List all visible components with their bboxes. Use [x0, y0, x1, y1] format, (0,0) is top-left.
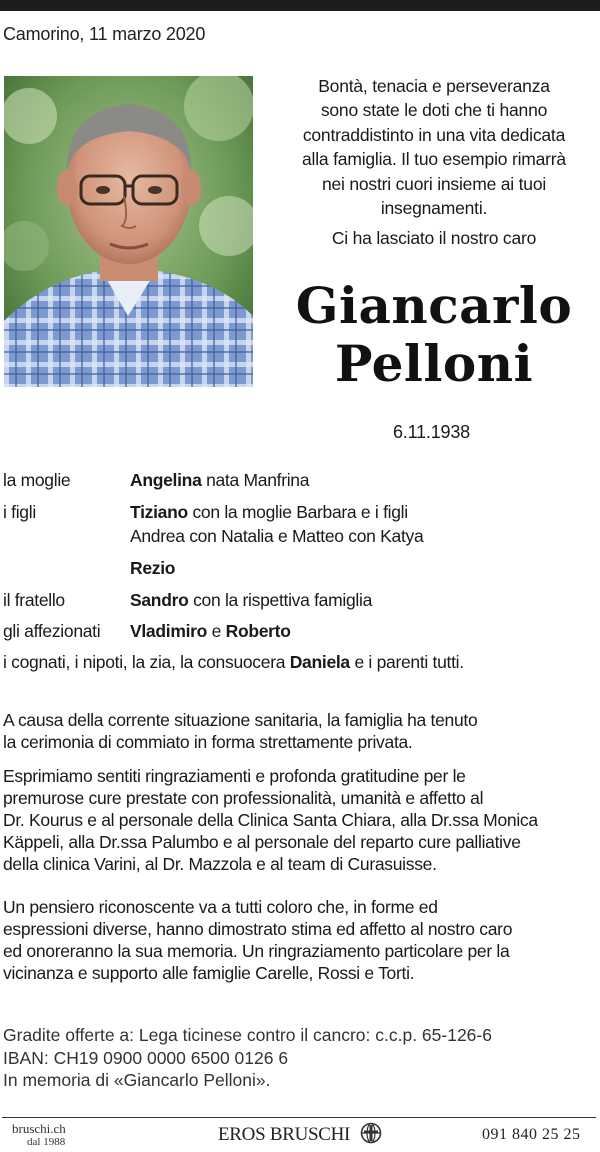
figlio1-name: Tiziano: [130, 502, 188, 522]
affez-name1: Vladimiro: [130, 621, 208, 641]
portrait-illustration: [4, 76, 253, 387]
figlio1-line2: Andrea con Natalia e Matteo con Katya: [130, 526, 424, 546]
affez-and: e: [211, 621, 222, 641]
label-moglie: la moglie: [3, 470, 71, 490]
donation-info: [3, 1024, 598, 1092]
figlio1-rest: con la moglie Barbara e i figli: [192, 502, 408, 522]
para-line: premurose cure prestate con professionalità, umanità e affetto al: [3, 788, 484, 808]
moglie-name: Angelina: [130, 470, 202, 490]
affezionati-line: [130, 621, 291, 642]
place-date: Camorino, 11 marzo 2020: [3, 24, 206, 44]
footer-brand: EROS BRUSCHI: [218, 1124, 351, 1145]
para-line: Dr. Kourus e al personale della Clinica Santa Chiara, alla Dr.ssa Monica: [3, 810, 538, 830]
footer-website: bruschi.ch: [12, 1121, 66, 1136]
fratello-line: [130, 590, 372, 611]
paragraph-thanks: [3, 765, 598, 875]
deceased-first-name: Giancarlo: [295, 276, 573, 335]
donation-line: IBAN: CH19 0900 0000 6500 0126 6: [3, 1047, 289, 1068]
fratello-rest: con la rispettiva famiglia: [193, 590, 373, 610]
para-line: Käppeli, alla Dr.ssa Palumbo e al personale del reparto cure palliative: [3, 832, 521, 852]
para-line: Un pensiero riconoscente va a tutti coloro che, in forme ed: [3, 897, 438, 917]
figlio2-line: [130, 558, 175, 579]
fratello-name: Sandro: [130, 590, 189, 610]
donation-line: In memoria di «Giancarlo Pelloni».: [3, 1070, 271, 1090]
deceased-last-name: Pelloni: [334, 334, 534, 393]
figlio2-name: Rezio: [130, 558, 176, 578]
para-line: espressioni diverse, hanno dimostrato stima ed affetto al nostro caro: [3, 919, 513, 939]
para-line: della clinica Varini, al Dr. Mazzola e al team di Curasuisse.: [3, 854, 437, 874]
moglie-rest: nata Manfrina: [206, 470, 310, 490]
moglie-line: [130, 470, 309, 491]
top-rule: [0, 0, 600, 11]
figlio1-line: [130, 502, 408, 523]
others-post: e i parenti tutti.: [354, 652, 464, 672]
footer-rule: [2, 1117, 596, 1118]
intro-text: Ci ha lasciato il nostro caro: [331, 228, 537, 248]
label-fratello: il fratello: [3, 590, 65, 610]
affez-name2: Roberto: [225, 621, 291, 641]
birth-date: 6.11.1938: [393, 422, 470, 442]
para-line: A causa della corrente situazione sanitaria, la famiglia ha tenuto: [3, 710, 478, 730]
paragraph-remembrance: [3, 896, 598, 984]
portrait-photo: [4, 76, 253, 387]
para-line: la cerimonia di commiato in forma strettamente privata.: [3, 732, 413, 752]
para-line: ed onoreranno la sua memoria. Un ringraziamento particolare per la: [3, 941, 510, 961]
others-pre: i cognati, i nipoti, la zia, la consuocera: [3, 652, 286, 672]
others-name: Daniela: [289, 652, 350, 672]
footer-since: dal 1988: [27, 1136, 66, 1148]
verse-line: alla famiglia. Il tuo esempio rimarrà: [302, 149, 566, 170]
verse-line: insegnamenti.: [380, 198, 488, 219]
verse-line: Bontà, tenacia e perseveranza: [318, 76, 550, 96]
para-line: Esprimiamo sentiti ringraziamenti e profonda gratitudine per le: [3, 766, 466, 786]
footer-phone: 091 840 25 25: [482, 1126, 581, 1143]
others-line: [3, 652, 464, 673]
memorial-verse: [268, 74, 600, 220]
verse-line: contraddistinto in una vita dedicata: [302, 124, 566, 145]
paragraph-privacy: [3, 709, 598, 753]
para-line: vicinanza e supporto alle famiglie Carelle, Rossi e Torti.: [3, 963, 415, 983]
label-figli: i figli: [3, 502, 36, 522]
verse-line: nei nostri cuori insieme ai tuoi: [321, 173, 547, 194]
verse-line: sono state le doti che ti hanno: [320, 100, 548, 121]
label-affezionati: gli affezionati: [3, 621, 101, 641]
globe-cross-icon: [360, 1122, 382, 1144]
donation-line: Gradite offerte a: Lega ticinese contro il cancro: c.c.p. 65-126-6: [3, 1025, 492, 1045]
